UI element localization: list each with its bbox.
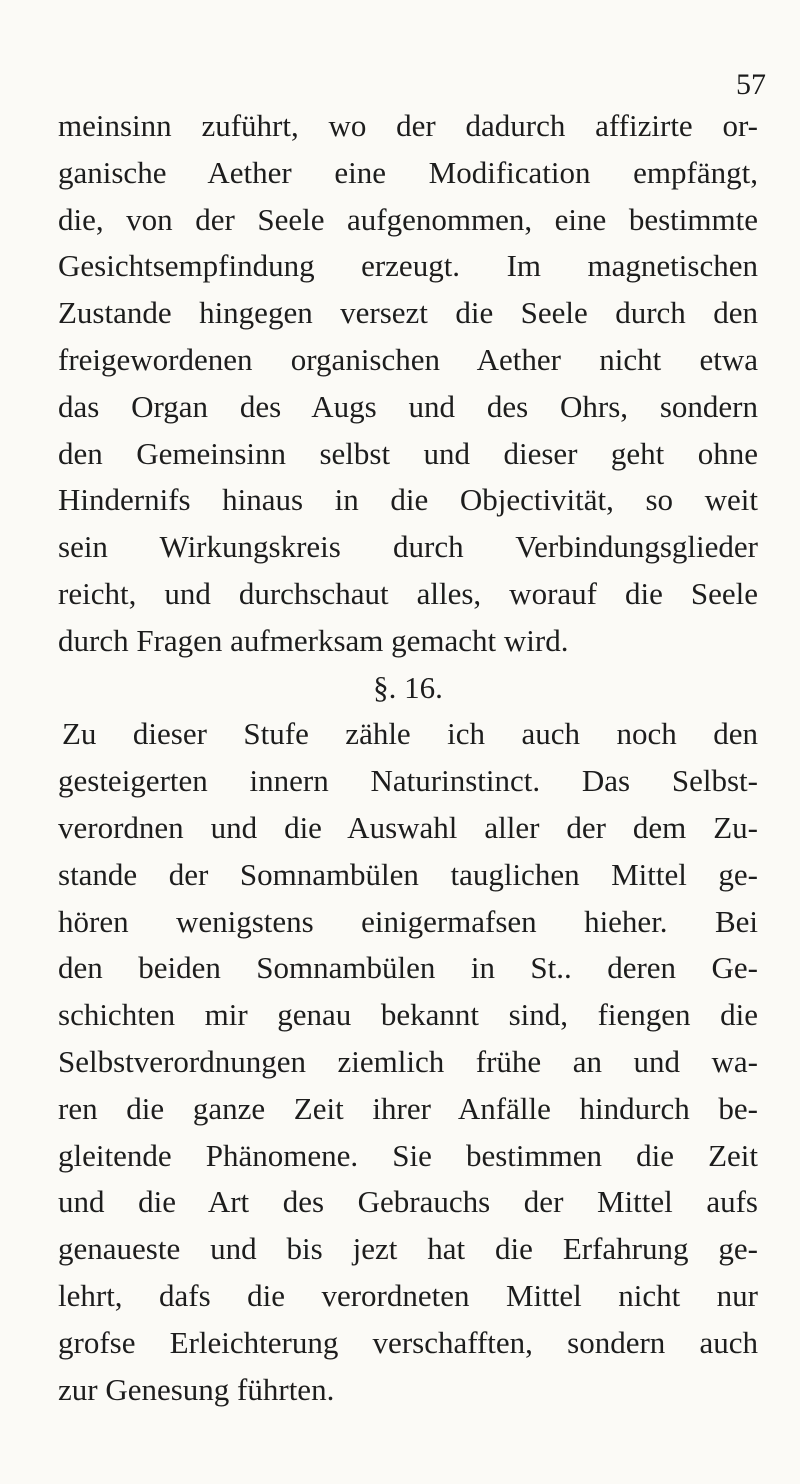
text-line: zur Genesung führten.: [58, 1371, 335, 1407]
text-line: Zustande hingegen versezt die Seele durch den: [58, 295, 758, 331]
text-line: und die Art des Gebrauchs der Mittel aufs: [58, 1184, 758, 1220]
section-heading: §. 16.: [373, 669, 443, 705]
text-line: durch Fragen aufmerksam gemacht wird.: [58, 622, 569, 658]
text-line: ganische Aether eine Modification empfängt,: [58, 154, 758, 190]
text-line: gesteigerten innern Naturinstinct. Das Selbst-: [58, 763, 758, 799]
text-line: meinsinn zuführt, wo der dadurch affizirte or-: [58, 108, 758, 143]
text-line: verordnen und die Auswahl aller der dem Zu-: [58, 809, 758, 845]
text-line: freigewordenen organischen Aether nicht etwa: [58, 341, 758, 377]
text-line: gleitende Phänomene. Sie bestimmen die Zeit: [58, 1137, 758, 1173]
text-line: Gesichtsempfindung erzeugt. Im magnetischen: [58, 248, 758, 284]
text-line: grofse Erleichterung verschafften, sondern auch: [58, 1324, 758, 1360]
text-line: Hindernifs hinaus in die Objectivität, so weit: [58, 482, 758, 518]
paragraph-2: [58, 711, 758, 1413]
text-line: ren die ganze Zeit ihrer Anfälle hindurch be-: [58, 1090, 758, 1126]
text-line: das Organ des Augs und des Ohrs, sondern: [58, 388, 758, 424]
text-line: den Gemeinsinn selbst und dieser geht ohne: [58, 435, 758, 471]
text-line: sein Wirkungskreis durch Verbindungsglieder: [58, 529, 758, 565]
text-line: schichten mir genau bekannt sind, fiengen die: [58, 997, 758, 1033]
text-line: genaueste und bis jezt hat die Erfahrung ge-: [58, 1231, 758, 1267]
text-line: Selbstverordnungen ziemlich frühe an und wa-: [58, 1043, 758, 1079]
paragraph-1: [58, 103, 758, 665]
text-line: reicht, und durchschaut alles, worauf die Seele: [58, 575, 758, 611]
text-line: Zu dieser Stufe zähle ich auch noch den: [62, 716, 758, 752]
page-number: 57: [736, 68, 766, 101]
text-line: die, von der Seele aufgenommen, eine bestimmte: [58, 201, 758, 237]
page-text: [58, 103, 758, 1413]
text-line: lehrt, dafs die verordneten Mittel nicht nur: [58, 1277, 758, 1313]
text-line: den beiden Somnambülen in St.. deren Ge-: [58, 950, 758, 986]
text-line: stande der Somnambülen tauglichen Mittel ge-: [58, 856, 758, 892]
text-line: hören wenigstens einigermafsen hieher. Bei: [58, 903, 758, 939]
